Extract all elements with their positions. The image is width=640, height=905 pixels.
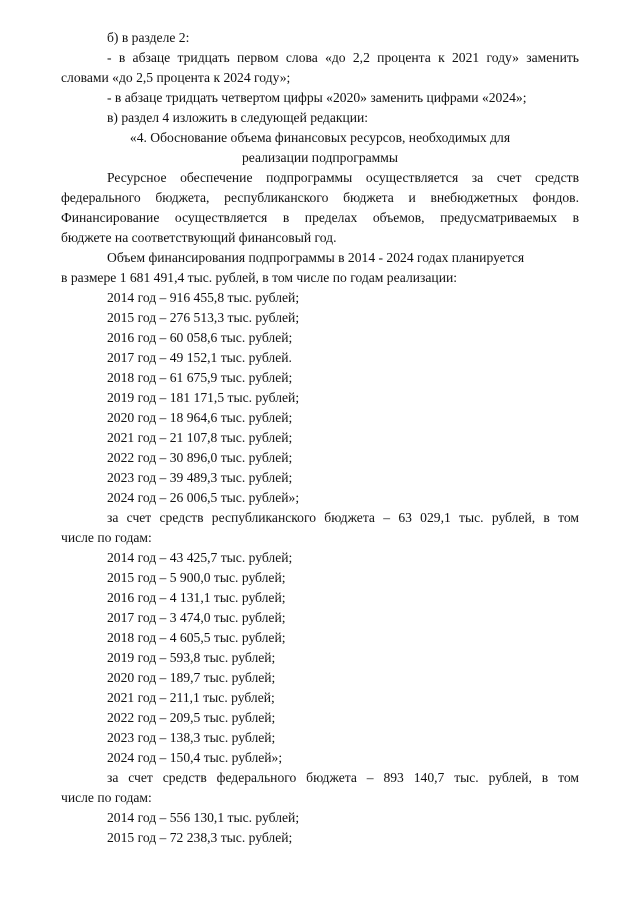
text-line: в) раздел 4 изложить в следующей редакции:	[107, 110, 369, 125]
list-item: 2015 год – 5 900,0 тыс. рублей;	[107, 570, 286, 585]
text-line: в размере 1 681 491,4 тыс. рублей, в том числе по годам реализации:	[61, 270, 458, 285]
section-heading: «4. Обоснование объема финансовых ресурсов, необходимых для	[129, 130, 511, 145]
list-item: 2024 год – 26 006,5 тыс. рублей»;	[107, 490, 300, 505]
list-item: 2021 год – 211,1 тыс. рублей;	[107, 690, 275, 705]
text-line: федерального бюджета, республиканского бюджета и внебюджетных фондов.	[61, 190, 579, 205]
list-item: 2020 год – 189,7 тыс. рублей;	[107, 670, 276, 685]
list-item: 2022 год – 209,5 тыс. рублей;	[107, 710, 276, 725]
list-item: 2014 год – 556 130,1 тыс. рублей;	[107, 810, 300, 825]
text-line: бюджете на соответствующий финансовый год.	[61, 230, 337, 245]
list-item: 2014 год – 916 455,8 тыс. рублей;	[107, 290, 300, 305]
list-item: 2018 год – 4 605,5 тыс. рублей;	[107, 630, 286, 645]
list-item: 2019 год – 181 171,5 тыс. рублей;	[107, 390, 300, 405]
section-heading: реализации подпрограммы	[241, 150, 399, 165]
list-item: 2016 год – 4 131,1 тыс. рублей;	[107, 590, 286, 605]
text-line: Ресурсное обеспечение подпрограммы осуществляется за счет средств	[107, 170, 579, 185]
list-item: 2020 год – 18 964,6 тыс. рублей;	[107, 410, 293, 425]
text-line: за счет средств федерального бюджета – 893 140,7 тыс. рублей, в том	[107, 770, 579, 785]
list-item: 2023 год – 138,3 тыс. рублей;	[107, 730, 276, 745]
text-line: словами «до 2,5 процента к 2024 году»;	[61, 70, 291, 85]
list-item: 2017 год – 49 152,1 тыс. рублей.	[107, 350, 292, 365]
list-item: 2022 год – 30 896,0 тыс. рублей;	[107, 450, 293, 465]
text-line: - в абзаце тридцать четвертом цифры «2020» заменить цифрами «2024»;	[107, 90, 527, 105]
list-item: 2021 год – 21 107,8 тыс. рублей;	[107, 430, 293, 445]
list-item: 2015 год – 276 513,3 тыс. рублей;	[107, 310, 300, 325]
list-item: 2019 год – 593,8 тыс. рублей;	[107, 650, 276, 665]
list-item: 2017 год – 3 474,0 тыс. рублей;	[107, 610, 286, 625]
text-line: б) в разделе 2:	[107, 30, 190, 45]
list-item: 2023 год – 39 489,3 тыс. рублей;	[107, 470, 293, 485]
list-item: 2015 год – 72 238,3 тыс. рублей;	[107, 830, 293, 845]
text-line: Объем финансирования подпрограммы в 2014 - 2024 годах планируется	[107, 250, 525, 265]
text-line: - в абзаце тридцать первом слова «до 2,2 процента к 2021 году» заменить	[107, 50, 579, 65]
list-item: 2018 год – 61 675,9 тыс. рублей;	[107, 370, 293, 385]
list-item: 2024 год – 150,4 тыс. рублей»;	[107, 750, 283, 765]
text-line: Финансирование осуществляется в пределах объемов, предусматриваемых в	[61, 210, 579, 225]
list-item: 2014 год – 43 425,7 тыс. рублей;	[107, 550, 293, 565]
list-item: 2016 год – 60 058,6 тыс. рублей;	[107, 330, 293, 345]
text-line: за счет средств республиканского бюджета – 63 029,1 тыс. рублей, в том	[107, 510, 579, 525]
text-line: числе по годам:	[61, 530, 152, 545]
text-line: числе по годам:	[61, 790, 152, 805]
